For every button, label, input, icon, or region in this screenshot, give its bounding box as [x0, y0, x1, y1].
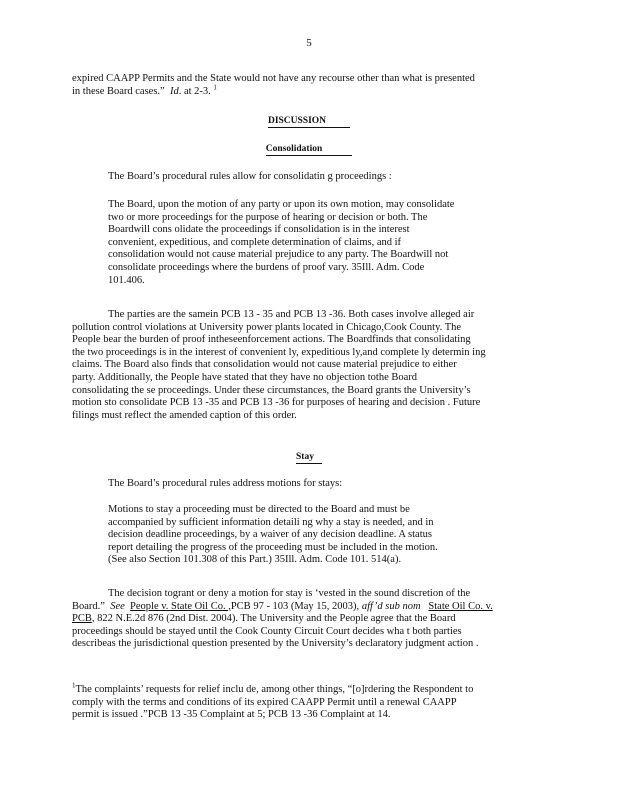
- intro-line: expired CAAPP Permits and the State would not have any recourse other than what is presented: [72, 73, 475, 84]
- footnote-marker: 1: [72, 681, 76, 690]
- consolidation-rule-quote: [108, 199, 454, 287]
- para-line: the two proceedings is in the interest of convenient ly, expeditious ly,and complete ly determin ing: [72, 346, 486, 358]
- quote-line: Boardwill cons olidate the proceedings if consolidation is in the interest: [108, 224, 410, 236]
- para-line: The parties are the samein PCB 13 - 35 and PCB 13 -36. Both cases involve alleged air: [108, 309, 475, 320]
- para-line: consolidating the se proceedings. Under these circumstances, the Board grants the University’s: [72, 384, 471, 396]
- intro-line: [72, 83, 475, 99]
- stay-rule-quote: [108, 504, 438, 567]
- footnote-ref: 1: [213, 83, 217, 92]
- para-line: The decision togrant or deny a motion for stay is ‘vested in the sound discretion of the: [108, 588, 471, 599]
- para-line: party. Additionally, the People have stated that they have no objection tothe Board: [72, 371, 418, 383]
- para-line: claims. The Board also finds that consolidation would not cause material prejudice to either: [72, 359, 457, 371]
- consolidation-heading: Consolidation: [0, 144, 618, 156]
- stay-intro: The Board’s procedural rules address motions for stays:: [108, 478, 343, 489]
- page-number: 5: [306, 37, 312, 49]
- intro-text: in these Board cases.”: [72, 85, 165, 97]
- case-name-pcb: PCB: [72, 613, 92, 625]
- para-line: proceedings should be stayed until the Cook County Circuit Court decides wha t both parties: [72, 625, 462, 637]
- discussion-heading: DISCUSSION: [0, 116, 618, 128]
- para-line: describeas the jurisdictional question presented by the University’s declaratory judgment action .: [72, 638, 479, 650]
- intro-text: . at 2-3.: [178, 85, 211, 97]
- affd-signal: aff’d sub nom: [361, 600, 421, 612]
- para-line: PCB, 822 N.E.2d 876 (2nd Dist. 2004). The University and the People agree that the Board: [72, 613, 456, 625]
- intro-paragraph: [72, 73, 475, 98]
- case-name-people: People v. State Oil Co. ,: [130, 600, 231, 612]
- consolidation-intro: The Board’s procedural rules allow for consolidatin g proceedings :: [108, 171, 392, 182]
- quote-line: accompanied by sufficient information detaili ng why a stay is needed, and in: [108, 516, 434, 528]
- para-line: Board.” See People v. State Oil Co. ,PCB 97 - 103 (May 15, 2003), aff’d sub nom State Oil Co. v.: [72, 600, 493, 612]
- quote-line: Motions to stay a proceeding must be directed to the Board and must be: [108, 504, 410, 515]
- id-citation: Id: [169, 85, 179, 97]
- case-name-state-oil: State Oil Co. v.: [428, 600, 493, 612]
- footnote-line: $^1$The complaints’ requests for relief inclu de, among other things, “[o]rdering the Respondent to: [72, 681, 474, 695]
- para-line: filings must reflect the amended caption of this order.: [72, 409, 297, 421]
- stay-analysis-paragraph: [72, 588, 493, 651]
- quote-line: consolidate proceedings where the burdens of proof vary. 35Ill. Adm. Code: [108, 261, 425, 273]
- quote-line: convenient, expeditious, and complete determination of claims, and if: [108, 236, 402, 248]
- stay-heading: Stay: [0, 452, 618, 464]
- consolidation-analysis-paragraph: [72, 309, 486, 422]
- quote-line: 101.406.: [108, 274, 145, 286]
- quote-line: decision deadline proceedings, by a waiver of any decision deadline. A status: [108, 529, 432, 541]
- para-line: People bear the burden of proof intheseenforcement actions. The Boardfinds that consolidating: [72, 334, 471, 346]
- quote-line: two or more proceedings for the purpose of hearing or decision or both. The: [108, 211, 428, 223]
- quote-line: report detailing the progress of the proceeding must be included in the motion.: [108, 541, 438, 553]
- quote-line: The Board, upon the motion of any party or upon its own motion, may consolidate: [108, 199, 455, 210]
- footnote: [72, 681, 474, 722]
- see-signal: See: [110, 600, 125, 612]
- footnote-line: permit is issued .”PCB 13 -35 Complaint at 5; PCB 13 -36 Complaint at 14.: [72, 709, 391, 721]
- footnote-line: comply with the terms and conditions of its expired CAAPP Permit until a renewal CAAPP: [72, 696, 457, 708]
- para-line: pollution control violations at University power plants located in Chicago,Cook County. The: [72, 321, 462, 333]
- quote-line: consolidation would not cause material prejudice to any party. The Boardwill not: [108, 249, 449, 261]
- quote-line: (See also Section 101.308 of this Part.) 35Ill. Adm. Code 101. 514(a).: [108, 554, 402, 566]
- para-line: motion sto consolidate PCB 13 -35 and PCB 13 -36 for purposes of hearing and decision . Future: [72, 397, 481, 409]
